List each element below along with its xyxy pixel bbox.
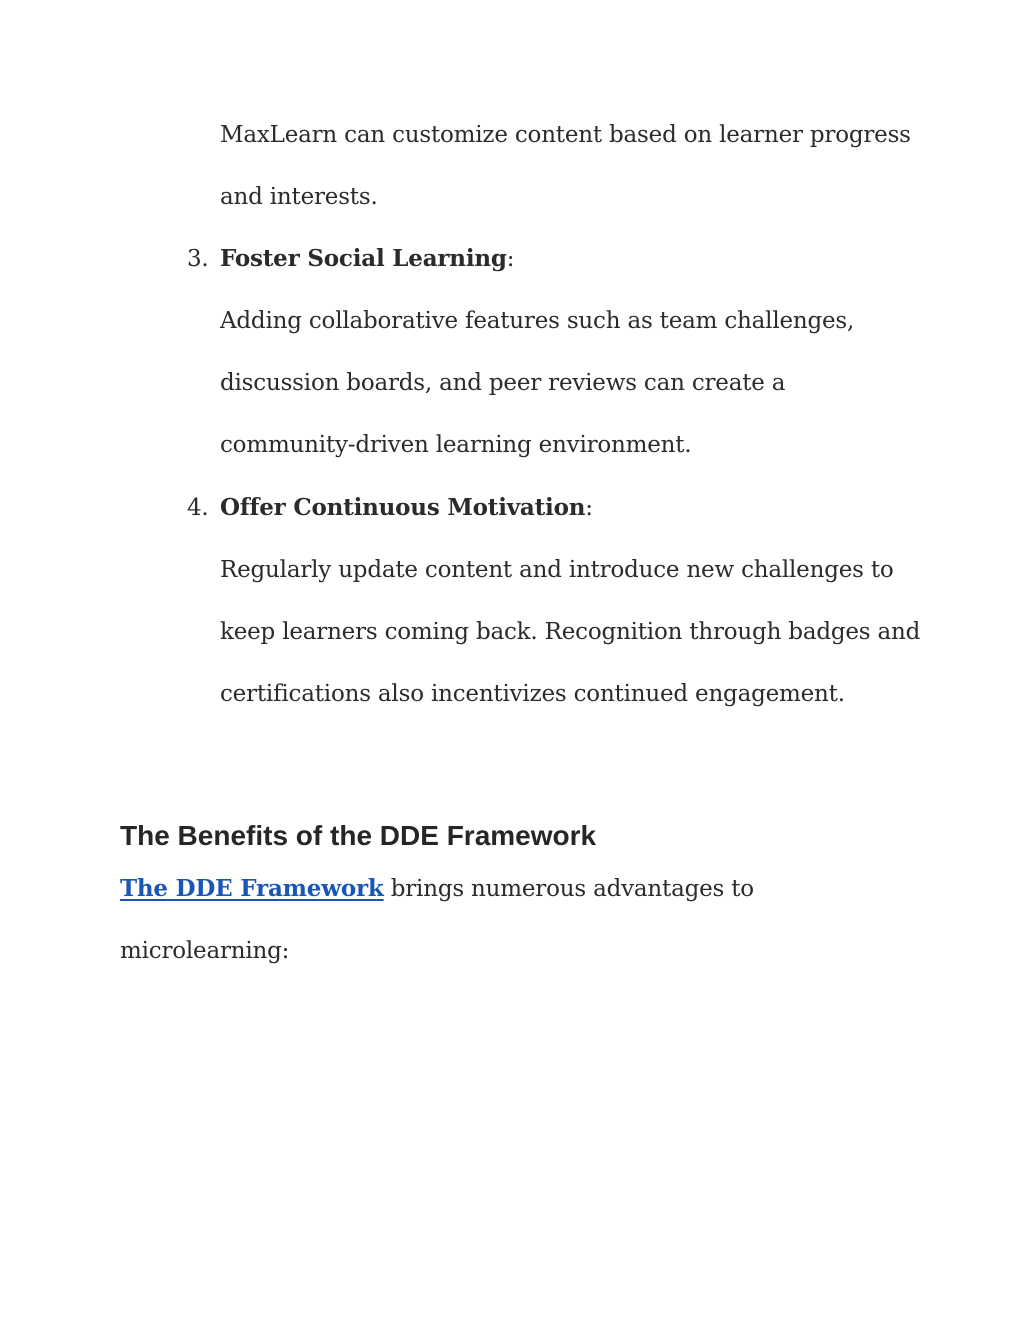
paragraph-line: MaxLearn can customize content based on learner progress xyxy=(220,122,911,148)
paragraph-line: Regularly update content and introduce new challenges to xyxy=(220,557,894,583)
list-item-title-text: Foster Social Learning xyxy=(220,245,507,272)
section-paragraph-line xyxy=(120,874,754,904)
paragraph-line: discussion boards, and peer reviews can create a xyxy=(220,370,786,396)
dde-framework-link[interactable]: The DDE Framework xyxy=(120,875,384,902)
list-number: 4. xyxy=(187,495,209,521)
list-item-title-text: Offer Continuous Motivation xyxy=(220,494,586,521)
paragraph-line: certifications also incentivizes continued engagement. xyxy=(220,681,845,707)
paragraph-line: keep learners coming back. Recognition through badges and xyxy=(220,619,921,645)
list-item-title xyxy=(220,493,593,523)
section-heading: The Benefits of the DDE Framework xyxy=(120,820,597,851)
paragraph-line: community-driven learning environment. xyxy=(220,432,692,458)
section-paragraph-line: microlearning: xyxy=(120,938,290,964)
paragraph-line: Adding collaborative features such as team challenges, xyxy=(220,308,855,334)
list-item-colon: : xyxy=(585,495,593,521)
list-number: 3. xyxy=(187,246,209,272)
paragraph-line: and interests. xyxy=(220,184,378,210)
paragraph-text: brings numerous advantages to xyxy=(383,876,754,902)
list-item-colon: : xyxy=(506,246,515,272)
list-item-title xyxy=(220,244,514,274)
